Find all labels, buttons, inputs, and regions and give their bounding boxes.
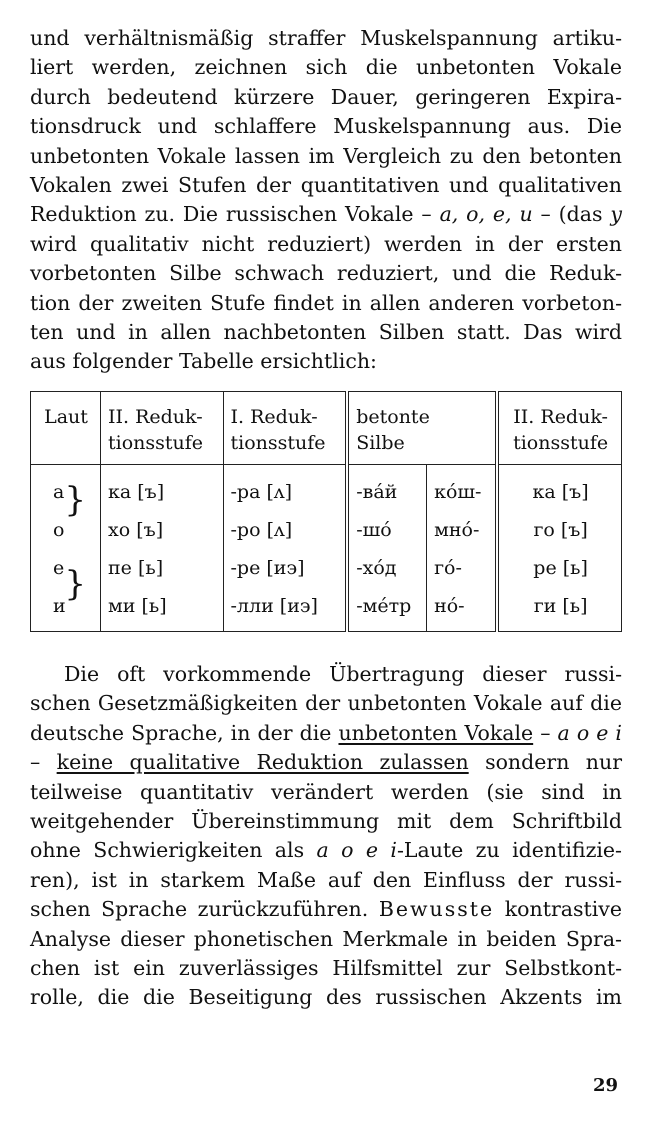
cell: ми [ь] xyxy=(101,587,224,632)
laut-cell: и xyxy=(31,587,101,632)
header-reduction-1: I. Reduk- tionsstufe xyxy=(223,391,347,464)
paragraph-2 xyxy=(30,660,622,1013)
brace-icon: } xyxy=(64,563,86,604)
text-line: deutsche Sprache, in der die unbetonten Vokale – a o e i xyxy=(30,720,622,745)
cell: -хóд xyxy=(347,549,426,587)
cell: -мéтр xyxy=(347,587,426,632)
underlined-phrase: unbetonten Vokale xyxy=(338,720,534,745)
cell: го [ъ] xyxy=(497,511,621,549)
laut-cell: о xyxy=(31,511,101,549)
underlined-phrase: keine qualitative Reduktion zulassen xyxy=(56,750,469,775)
text-line: liert werden, zeichnen sich die unbetonten Vokale xyxy=(30,55,622,80)
text-line: schen Sprache zurückzuführen. Bewusste kontrastive xyxy=(30,897,622,922)
text-line: tionsdruck und schlaffere Muskelspannung aus. Die xyxy=(30,114,622,139)
text-line: weitgehender Übereinstimmung mit dem Schriftbild xyxy=(30,808,622,833)
text-line: ten und in allen nachbetonten Silben statt. Das wird xyxy=(30,320,622,345)
header-laut: Laut xyxy=(31,391,101,464)
text-line: unbetonten Vokale lassen im Vergleich zu den betonten xyxy=(30,143,622,168)
table-row xyxy=(31,511,622,549)
text-line: teilweise quantitativ verändert werden (sie sind in xyxy=(30,779,622,804)
text-line: Vokalen zwei Stufen der quantitativen und qualitativen xyxy=(30,173,622,198)
table-row xyxy=(31,587,622,632)
paragraph-1 xyxy=(30,24,622,377)
cell: -ре [иэ] xyxy=(223,549,347,587)
cell: пе [ь] xyxy=(101,549,224,587)
cell: ка [ъ] xyxy=(101,464,224,511)
cell: -лли [иэ] xyxy=(223,587,347,632)
cell: -ва́й xyxy=(347,464,426,511)
cell: ре [ь] xyxy=(497,549,621,587)
text-line: tion der zweiten Stufe findet in allen anderen vorbeton- xyxy=(30,290,622,315)
text-line: schen Gesetzmäßigkeiten der unbetonten Vokale auf die xyxy=(30,691,622,716)
table-header-row xyxy=(31,391,622,464)
laut-cell: е } xyxy=(31,549,101,587)
cell: ги [ь] xyxy=(497,587,621,632)
text-line: Analyse dieser phonetischen Merkmale in beiden Spra- xyxy=(30,926,622,951)
vowel-reduction-table xyxy=(30,391,622,632)
header-reduction-2-post: II. Reduk- tionsstufe xyxy=(497,391,621,464)
text-line: und verhältnismäßig straffer Muskelspannung artiku- xyxy=(30,26,622,50)
cell: -шó xyxy=(347,511,426,549)
header-reduction-2: II. Reduk- tionsstufe xyxy=(101,391,224,464)
text-line: Die oft vorkommende Übertragung dieser russi- xyxy=(64,661,622,686)
page-content xyxy=(30,24,622,1013)
text-line: – keine qualitative Reduktion zulassen sondern nur xyxy=(30,750,622,775)
cell: нó- xyxy=(427,587,498,632)
reduction-table-wrapper xyxy=(30,391,622,632)
cell: -ро [ʌ] xyxy=(223,511,347,549)
cell: кóш- xyxy=(427,464,498,511)
vowel-list: a o e i xyxy=(316,838,397,863)
text-line: ohne Schwierigkeiten als a o e i-Laute zu identifizie- xyxy=(30,838,622,863)
text-line: rolle, die die Beseitigung des russischen Akzents im xyxy=(30,985,622,1010)
cell: -ра [ʌ] xyxy=(223,464,347,511)
text-line: aus folgender Tabelle ersichtlich: xyxy=(30,349,377,374)
text-line: durch bedeutend kürzere Dauer, geringeren Expira- xyxy=(30,84,622,109)
cell: гó- xyxy=(427,549,498,587)
text-line: ren), ist in starkem Maße auf den Einfluss der russi- xyxy=(30,867,622,892)
cell: хо [ъ] xyxy=(101,511,224,549)
text-line: wird qualitativ nicht reduziert) werden in der ersten xyxy=(30,231,622,256)
table-row xyxy=(31,464,622,511)
cell: мнó- xyxy=(427,511,498,549)
spaced-word: Bewusste xyxy=(378,897,495,922)
brace-icon: } xyxy=(64,479,86,520)
laut-cell: а } xyxy=(31,464,101,511)
text-line: Reduktion zu. Die russischen Vokale – a, o, e, u – (das y xyxy=(30,202,622,227)
page-number: 29 xyxy=(592,1075,618,1096)
table-row xyxy=(31,549,622,587)
vowel-list: a o e i xyxy=(557,720,622,745)
text-line: chen ist ein zuverlässiges Hilfsmittel zur Selbstkont- xyxy=(30,955,622,980)
header-stressed-syllable: betonte Silbe xyxy=(347,391,497,464)
vowel-list: a, o, e, u xyxy=(439,202,533,227)
vowel-y: y xyxy=(610,202,622,227)
text-line: vorbetonten Silbe schwach reduziert, und die Reduk- xyxy=(30,261,622,286)
cell: ка [ъ] xyxy=(497,464,621,511)
